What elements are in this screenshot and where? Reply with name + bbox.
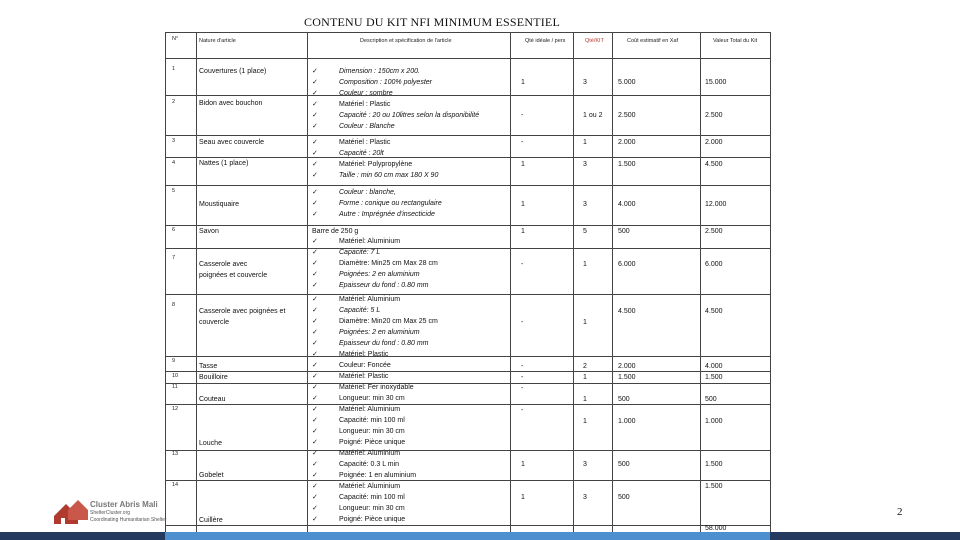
spec-line: Longueur: min 30 cm [339, 428, 405, 435]
spec-line: Composition : 100% polyester [339, 79, 432, 86]
check-icon: ✓ [312, 329, 318, 336]
grid-line [165, 32, 166, 540]
row-total: 500 [705, 396, 717, 403]
grid-line [165, 225, 770, 226]
check-icon: ✓ [312, 307, 318, 314]
article-name: Seau avec couvercle [199, 139, 264, 146]
qty-kit: 3 [583, 201, 587, 208]
row-total: 2.500 [705, 228, 723, 235]
bottom-bar-accent [165, 532, 770, 540]
check-icon: ✓ [312, 68, 318, 75]
grid-line [165, 404, 770, 405]
check-icon: ✓ [312, 439, 318, 446]
qty-household: 1 [521, 461, 525, 468]
grid-line [165, 32, 770, 33]
spec-line: Capacité: 0.3 L min [339, 461, 400, 468]
check-icon: ✓ [312, 282, 318, 289]
row-total: 4.000 [705, 363, 723, 370]
article-name: Gobelet [199, 472, 224, 479]
header-unit-cost: Coût estimatif en Xaf [627, 38, 679, 44]
grid-line [510, 32, 511, 540]
article-name: Nattes (1 place) [199, 160, 249, 167]
check-icon: ✓ [312, 450, 318, 457]
spec-line: Capacité: 5 L [339, 307, 381, 314]
qty-household: - [521, 385, 524, 392]
qty-kit: 3 [583, 494, 587, 501]
grid-line [573, 32, 574, 540]
check-icon: ✓ [312, 139, 318, 146]
qty-household: - [521, 407, 524, 414]
grid-line [165, 450, 770, 451]
check-icon: ✓ [312, 362, 318, 369]
check-icon: ✓ [312, 123, 318, 130]
header-total-value: Valeur Total du Kit [713, 38, 758, 44]
grid-line [196, 32, 197, 540]
unit-cost: 2.000 [618, 363, 636, 370]
spec-line: Matériel: Plastic [339, 373, 389, 380]
grand-total: 58.000 [705, 525, 727, 532]
article-name: Tasse [199, 363, 218, 370]
row-num: 12 [172, 406, 179, 412]
check-icon: ✓ [312, 395, 318, 402]
grid-line [165, 383, 770, 384]
spec-line: Poignées: 2 en aluminium [339, 329, 420, 336]
row-num: 4 [172, 160, 176, 166]
spec-line: Autre : Imprégnée d'insecticide [339, 211, 435, 218]
unit-cost: 500 [618, 396, 630, 403]
bottom-bar [0, 532, 960, 540]
check-icon: ✓ [312, 417, 318, 424]
unit-cost: 1.000 [618, 418, 636, 425]
check-icon: ✓ [312, 406, 318, 413]
unit-cost: 1.500 [618, 161, 636, 168]
check-icon: ✓ [312, 384, 318, 391]
spec-line: Poignée: 1 en aluminium [339, 472, 417, 479]
grid-line [165, 356, 770, 357]
qty-household: 1 [521, 201, 525, 208]
row-total: 4.500 [705, 308, 723, 315]
qty-household: - [521, 374, 524, 381]
header-nature: Nature d'article [199, 38, 236, 44]
qty-kit: 1 ou 2 [583, 112, 603, 119]
article-name: couvercle [199, 319, 229, 326]
check-icon: ✓ [312, 101, 318, 108]
check-icon: ✓ [312, 318, 318, 325]
check-icon: ✓ [312, 494, 318, 501]
qty-kit: 2 [583, 363, 587, 370]
qty-household: - [521, 139, 524, 146]
qty-kit: 1 [583, 396, 587, 403]
article-name: poignées et couvercle [199, 272, 268, 279]
spec-line: Capacité: min 100 ml [339, 417, 405, 424]
spec-line: Diamètre: Min25 cm Max 28 cm [339, 260, 438, 267]
page-title: CONTENU DU KIT NFI MINIMUM ESSENTIEL [304, 15, 560, 29]
header-qty-household: Qté idéale / pers [525, 38, 566, 44]
qty-household: - [521, 363, 524, 370]
row-total: 1.500 [705, 374, 723, 381]
check-icon: ✓ [312, 200, 318, 207]
spec-line: Matériel : Plastic [339, 139, 391, 146]
unit-cost: 2.500 [618, 112, 636, 119]
check-icon: ✓ [312, 296, 318, 303]
article-name: Bidon avec bouchon [199, 100, 263, 107]
grid-line [165, 371, 770, 372]
qty-kit: 1 [583, 418, 587, 425]
header-qty-kit: Qté/KIT [585, 38, 604, 44]
row-total: 4.500 [705, 161, 723, 168]
qty-kit: 1 [583, 139, 587, 146]
qty-household: - [521, 112, 524, 119]
check-icon: ✓ [312, 172, 318, 179]
grid-line [165, 185, 770, 186]
grid-line [307, 32, 308, 540]
spec-line: Epaisseur du fond : 0.80 mm [339, 282, 429, 289]
check-icon: ✓ [312, 150, 318, 157]
row-num: 14 [172, 482, 179, 488]
article-name: Savon [199, 228, 219, 235]
article-name: Moustiquaire [199, 201, 240, 208]
check-icon: ✓ [312, 340, 318, 347]
spec-line: Matériel: Aluminium [339, 450, 401, 457]
spec-line: Poignées: 2 en aluminium [339, 271, 420, 278]
row-num: 3 [172, 138, 176, 144]
row-num: 2 [172, 99, 176, 105]
row-num: 10 [172, 373, 179, 379]
spec-line: Matériel : Plastic [339, 101, 391, 108]
qty-kit: 3 [583, 161, 587, 168]
unit-cost: 500 [618, 461, 630, 468]
spec-line: Matériel: Aluminium [339, 238, 401, 245]
check-icon: ✓ [312, 472, 318, 479]
check-icon: ✓ [312, 351, 318, 358]
row-num: 1 [172, 66, 176, 72]
row-total: 6.000 [705, 261, 723, 268]
spec-line: Longueur: min 30 cm [339, 395, 405, 402]
row-num: 6 [172, 227, 176, 233]
unit-cost: 4.500 [618, 308, 636, 315]
check-icon: ✓ [312, 211, 318, 218]
spec-line: Couleur: Foncée [339, 362, 391, 369]
check-icon: ✓ [312, 161, 318, 168]
qty-household: - [521, 261, 524, 268]
spec-line: Matériel: Aluminium [339, 296, 401, 303]
cluster-logo-icon [52, 496, 88, 526]
unit-cost: 5.000 [618, 79, 636, 86]
logo-name: Cluster Abris Mali [90, 500, 158, 509]
article-name: Couteau [199, 396, 226, 403]
logo-tagline: Coordinating Humanitarian Shelter [90, 517, 167, 523]
spec-line: Poigné: Pièce unique [339, 439, 406, 446]
row-total: 12.000 [705, 201, 727, 208]
grid-line [770, 32, 771, 540]
spec-line: Matériel: Aluminium [339, 483, 401, 490]
spec-line: Barre de 250 g [312, 228, 359, 235]
article-name: Bouilloire [199, 374, 228, 381]
row-total: 2.000 [705, 139, 723, 146]
article-name: Casserole avec poignées et [199, 308, 286, 315]
check-icon: ✓ [312, 516, 318, 523]
unit-cost: 500 [618, 494, 630, 501]
qty-kit: 1 [583, 261, 587, 268]
qty-kit: 1 [583, 319, 587, 326]
spec-line: Diamètre: Min20 cm Max 25 cm [339, 318, 438, 325]
logo-url[interactable]: ShelterCluster.org [90, 510, 131, 516]
grid-line [165, 135, 770, 136]
check-icon: ✓ [312, 271, 318, 278]
article-name: Cuillère [199, 517, 223, 524]
spec-line: Couleur : blanche, [339, 189, 396, 196]
article-name: Couvertures (1 place) [199, 68, 267, 75]
grid-line [165, 58, 770, 59]
spec-line: Longueur: min 30 cm [339, 505, 405, 512]
check-icon: ✓ [312, 90, 318, 97]
grid-line [165, 157, 770, 158]
spec-line: Capacité : 20lt [339, 150, 384, 157]
qty-kit: 3 [583, 79, 587, 86]
row-num: 5 [172, 188, 176, 194]
row-num: 11 [172, 384, 178, 390]
row-total: 2.500 [705, 112, 723, 119]
qty-household: 1 [521, 79, 525, 86]
check-icon: ✓ [312, 461, 318, 468]
unit-cost: 6.000 [618, 261, 636, 268]
row-num: 7 [172, 255, 176, 261]
spec-line: Epaisseur du fond : 0.80 mm [339, 340, 429, 347]
row-num: 13 [172, 451, 179, 457]
check-icon: ✓ [312, 238, 318, 245]
spec-line: Capacité: min 100 ml [339, 494, 405, 501]
spec-line: Taille : min 60 cm max 180 X 90 [339, 172, 439, 179]
spec-line: Matériel: Aluminium [339, 406, 401, 413]
check-icon: ✓ [312, 483, 318, 490]
spec-line: Matériel: Plastic [339, 351, 389, 358]
spec-line: Capacité : 20 ou 10litres selon la disponibilité [339, 112, 480, 119]
row-total: 1.500 [705, 461, 723, 468]
grid-line [165, 525, 770, 526]
check-icon: ✓ [312, 428, 318, 435]
row-total: 15.000 [705, 79, 727, 86]
check-icon: ✓ [312, 373, 318, 380]
spec-line: Poigné: Pièce unique [339, 516, 406, 523]
spec-line: Couleur : Blanche [339, 123, 395, 130]
qty-household: 1 [521, 161, 525, 168]
grid-line [165, 248, 770, 249]
spec-line: Matériel: Polypropylène [339, 161, 413, 168]
spec-line: Capacité: 7 L [339, 249, 381, 256]
spec-line: Couleur : sombre [339, 90, 393, 97]
header-num: N° [172, 36, 179, 42]
unit-cost: 500 [618, 228, 630, 235]
qty-kit: 5 [583, 228, 587, 235]
qty-household: - [521, 319, 524, 326]
unit-cost: 2.000 [618, 139, 636, 146]
row-total: 1.500 [705, 483, 723, 490]
check-icon: ✓ [312, 260, 318, 267]
unit-cost: 4.000 [618, 201, 636, 208]
article-name: Louche [199, 440, 222, 447]
qty-household: 1 [521, 494, 525, 501]
qty-kit: 1 [583, 374, 587, 381]
grid-line [165, 480, 770, 481]
qty-household: 1 [521, 228, 525, 235]
check-icon: ✓ [312, 112, 318, 119]
row-num: 9 [172, 358, 176, 364]
unit-cost: 1.500 [618, 374, 636, 381]
header-description: Description et spécification de l'article [360, 38, 452, 44]
grid-line [612, 32, 613, 540]
spec-line: Dimension : 150cm x 200. [339, 68, 420, 75]
spec-line: Forme : conique ou rectangulaire [339, 200, 442, 207]
row-num: 8 [172, 302, 176, 308]
row-total: 1.000 [705, 418, 723, 425]
article-name: Casserole avec [199, 261, 248, 268]
qty-kit: 3 [583, 461, 587, 468]
check-icon: ✓ [312, 189, 318, 196]
page-number: 2 [897, 506, 903, 518]
check-icon: ✓ [312, 79, 318, 86]
grid-line [700, 32, 701, 540]
grid-line [165, 95, 770, 96]
check-icon: ✓ [312, 505, 318, 512]
check-icon: ✓ [312, 249, 318, 256]
grid-line [165, 294, 770, 295]
spec-line: Matériel: Fer inoxydable [339, 384, 414, 391]
